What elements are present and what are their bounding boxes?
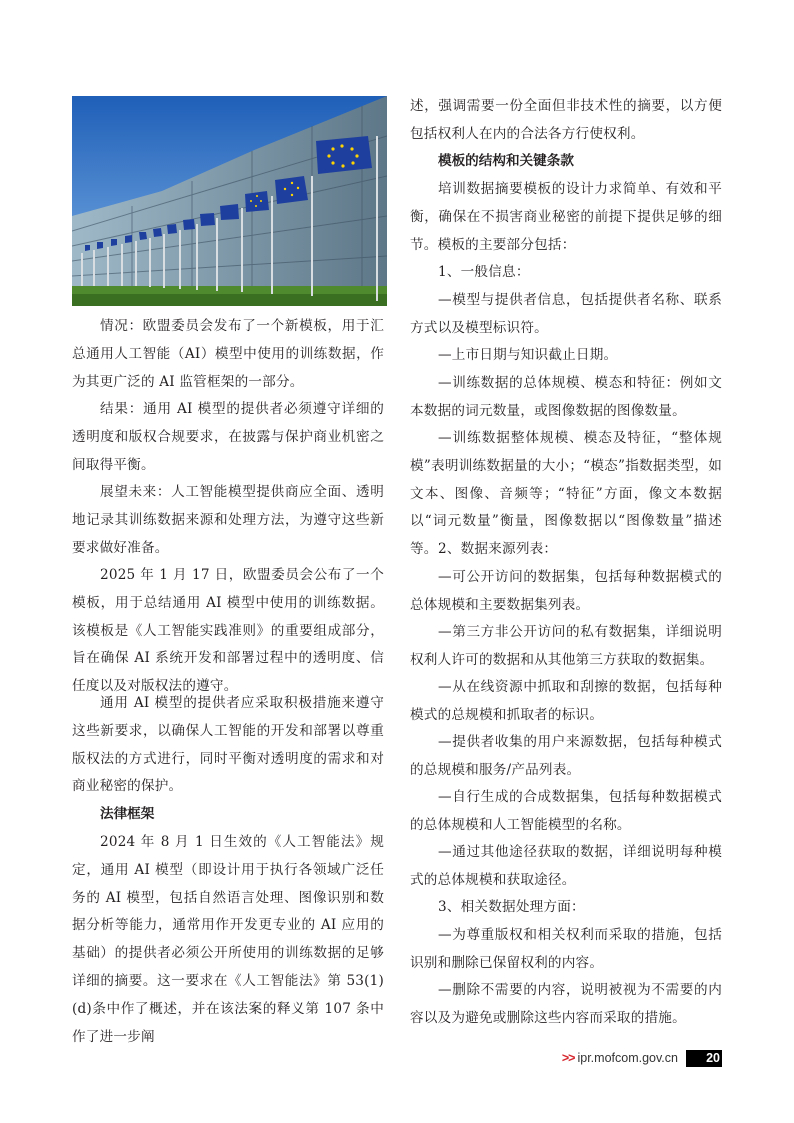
right-list-item: —从在线资源中抓取和刮擦的数据，包括每种模式的总规模和抓取者的标识。 bbox=[410, 679, 722, 723]
article-photo bbox=[72, 96, 387, 306]
right-list-item: —自行生成的合成数据集，包括每种数据模式的总体规模和人工智能模型的名称。 bbox=[410, 789, 722, 833]
right-list-item: —第三方非公开访问的私有数据集，详细说明权利人许可的数据和从其他第三方获取的数据集。 bbox=[410, 624, 722, 668]
right-list-heading-1: 1、一般信息： bbox=[438, 264, 530, 280]
left-paragraph-3: 展望未来：人工智能模型提供商应全面、透明地记录其训练数据来源和处理方法，为遵守这些新要求做好准备。 bbox=[72, 484, 384, 556]
double-chevron-icon: >> bbox=[561, 1051, 575, 1065]
right-paragraph-1: 述，强调需要一份全面但非技术性的摘要，以方便包括权利人在内的合法各方行使权利。 bbox=[410, 98, 722, 142]
right-list-item: —训练数据整体规模、模态及特征，“整体规模”表明训练数据量的大小；“模态”指数据类型，如文本、图像、音频等；“特征”方面，像文本数据以“词元数量”衡量，图像数据以“图像数量”描述等。 bbox=[410, 430, 722, 558]
page-number: 20 bbox=[686, 1050, 722, 1067]
left-paragraph-5: 通用 AI 模型的提供者应采取积极措施来遵守这些新要求，以确保人工智能的开发和部署以尊重版权法的方式进行，同时平衡对透明度的需求和对商业秘密的保护。 bbox=[72, 695, 384, 795]
section-heading-legal-framework: 法律框架 bbox=[100, 806, 155, 822]
left-paragraph-6: 2024 年 8 月 1 日生效的《人工智能法》规定，通用 AI 模型（即设计用于执行各领域广泛任务的 AI 模型，包括自然语言处理、图像识别和数据分析等能力，通常用作开发更专业的 AI 应用的基础）的提供者必须公开所使用的训练数据的足够详细的摘要。这一要求在《人工智能法》第 53(1)(d)条中作了概述，并在该法案的释义第 107 条中作了进一步阐 bbox=[72, 834, 384, 1045]
right-paragraph-2: 培训数据摘要模板的设计力求简单、有效和平衡，确保在不损害商业秘密的前提下提供足够的细节。模板的主要部分包括： bbox=[410, 181, 722, 253]
left-paragraph-1: 情况：欧盟委员会发布了一个新模板，用于汇总通用人工智能（AI）模型中使用的训练数据，作为其更广泛的 AI 监管框架的一部分。 bbox=[72, 318, 384, 390]
right-list-item: —为尊重版权和相关权利而采取的措施，包括识别和删除已保留权利的内容。 bbox=[410, 927, 722, 971]
right-list-item: —提供者收集的用户来源数据，包括每种模式的总规模和服务/产品列表。 bbox=[410, 734, 722, 778]
left-paragraph-4: 2025 年 1 月 17 日，欧盟委员会公布了一个模板，用于总结通用 AI 模型中使用的训练数据。该模板是《人工智能实践准则》的重要组成部分，旨在确保 AI 系统开发和部署过程中的透明度、信任度以及对版权法的遵守。 bbox=[72, 567, 384, 695]
right-list-item: —可公开访问的数据集，包括每种数据模式的总体规模和主要数据集列表。 bbox=[410, 569, 722, 613]
right-list-item: —模型与提供者信息，包括提供者名称、联系方式以及模型标识符。 bbox=[410, 292, 722, 336]
right-list-item: —上市日期与知识截止日期。 bbox=[438, 347, 618, 363]
right-list-heading-3: 3、相关数据处理方面： bbox=[438, 899, 585, 915]
page-footer bbox=[560, 1048, 722, 1068]
right-list-item: —训练数据的总体规模、模态和特征：例如文本数据的词元数量，或图像数据的图像数量。 bbox=[410, 375, 722, 419]
right-list-item: —通过其他途径获取的数据，详细说明每种模式的总体规模和获取途径。 bbox=[410, 844, 722, 888]
right-list-heading-2: 2、数据来源列表： bbox=[438, 541, 558, 557]
right-list-item: —删除不需要的内容，说明被视为不需要的内容以及为避免或删除这些内容而采取的措施。 bbox=[410, 982, 722, 1026]
left-paragraph-2: 结果：通用 AI 模型的提供者必须遵守详细的透明度和版权合规要求，在披露与保护商业机密之间取得平衡。 bbox=[72, 401, 384, 473]
eu-flags-building-icon bbox=[72, 96, 387, 306]
section-heading-template-structure: 模板的结构和关键条款 bbox=[438, 153, 574, 169]
footer-url[interactable]: ipr.mofcom.gov.cn bbox=[577, 1051, 678, 1065]
